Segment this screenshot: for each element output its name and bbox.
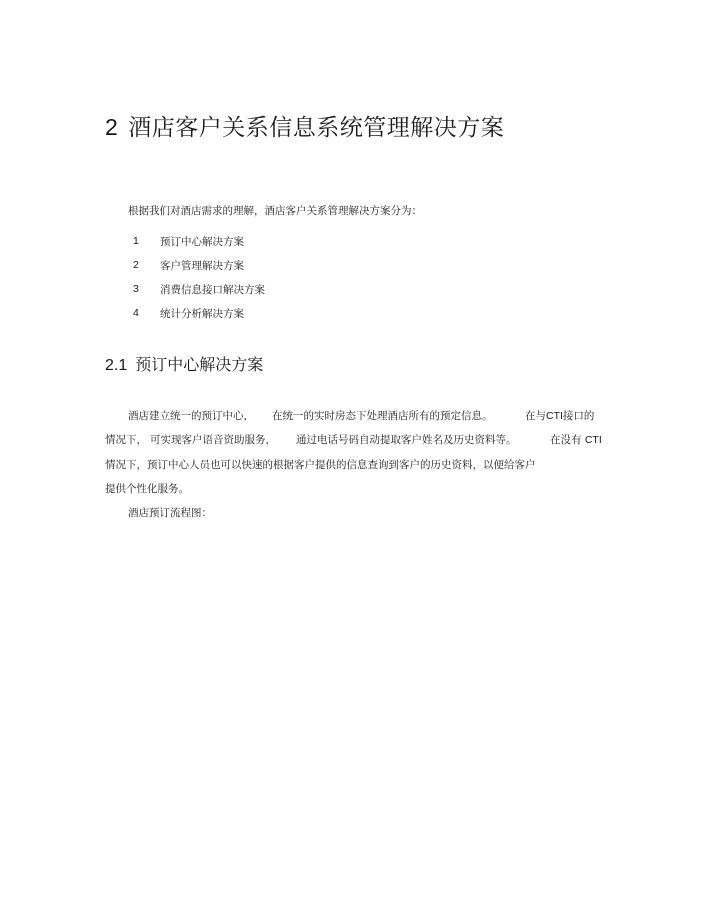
paragraph-line2-part-c: 通过电话号码自动提取客户姓名及历史资料等。	[296, 434, 517, 446]
list-item-index: 3	[133, 283, 139, 295]
paragraph-line3: 情况下，预订中心人员也可以快速的根据客户提供的信息查询到客户的历史资料，以便给客户	[105, 459, 536, 471]
cti-abbrev: CTI	[584, 434, 602, 446]
list-item	[133, 301, 265, 325]
section-heading	[105, 354, 263, 377]
chapter-heading	[105, 112, 504, 143]
paragraph-line2-part-a: 情况下，	[105, 434, 147, 446]
flow-chart-label: 酒店预订流程图：	[128, 507, 212, 519]
paragraph-line1-part-b: 在统一的实时房态下处理酒店所有的预定信息。	[272, 410, 493, 422]
cti-abbrev: CTI	[546, 410, 563, 422]
paragraph-line1-part-a: 酒店建立统一的预订中心，	[128, 410, 254, 422]
list-item-label: 消费信息接口解决方案	[160, 283, 265, 296]
paragraph-line2-part-d	[550, 433, 602, 447]
list-item	[133, 253, 265, 277]
list-item-index: 2	[133, 259, 139, 271]
paragraph-text: 在没有	[550, 434, 582, 446]
list-item-label: 预订中心解决方案	[160, 235, 244, 248]
section-title: 预订中心解决方案	[135, 355, 264, 374]
list-item-label: 客户管理解决方案	[160, 259, 244, 272]
solution-list	[133, 229, 265, 325]
paragraph-line4: 提供个性化服务。	[105, 483, 189, 495]
list-item-label: 统计分析解决方案	[160, 307, 244, 320]
list-item-index: 4	[133, 307, 139, 319]
list-item	[133, 277, 265, 301]
section-number: 2.1	[105, 357, 128, 374]
intro-paragraph: 根据我们对酒店需求的理解，酒店客户关系管理解决方案分为：	[128, 205, 422, 217]
paragraph-text: 在与	[525, 410, 546, 422]
list-item-index: 1	[133, 235, 139, 247]
paragraph-line1-part-c	[525, 409, 594, 423]
paragraph-text: 接口的	[562, 410, 595, 422]
chapter-title: 酒店客户关系信息系统管理解决方案	[128, 115, 505, 141]
list-item	[133, 229, 265, 253]
chapter-number: 2	[105, 114, 119, 140]
paragraph-line2-part-b: 可实现客户语音资助服务，	[150, 434, 276, 446]
